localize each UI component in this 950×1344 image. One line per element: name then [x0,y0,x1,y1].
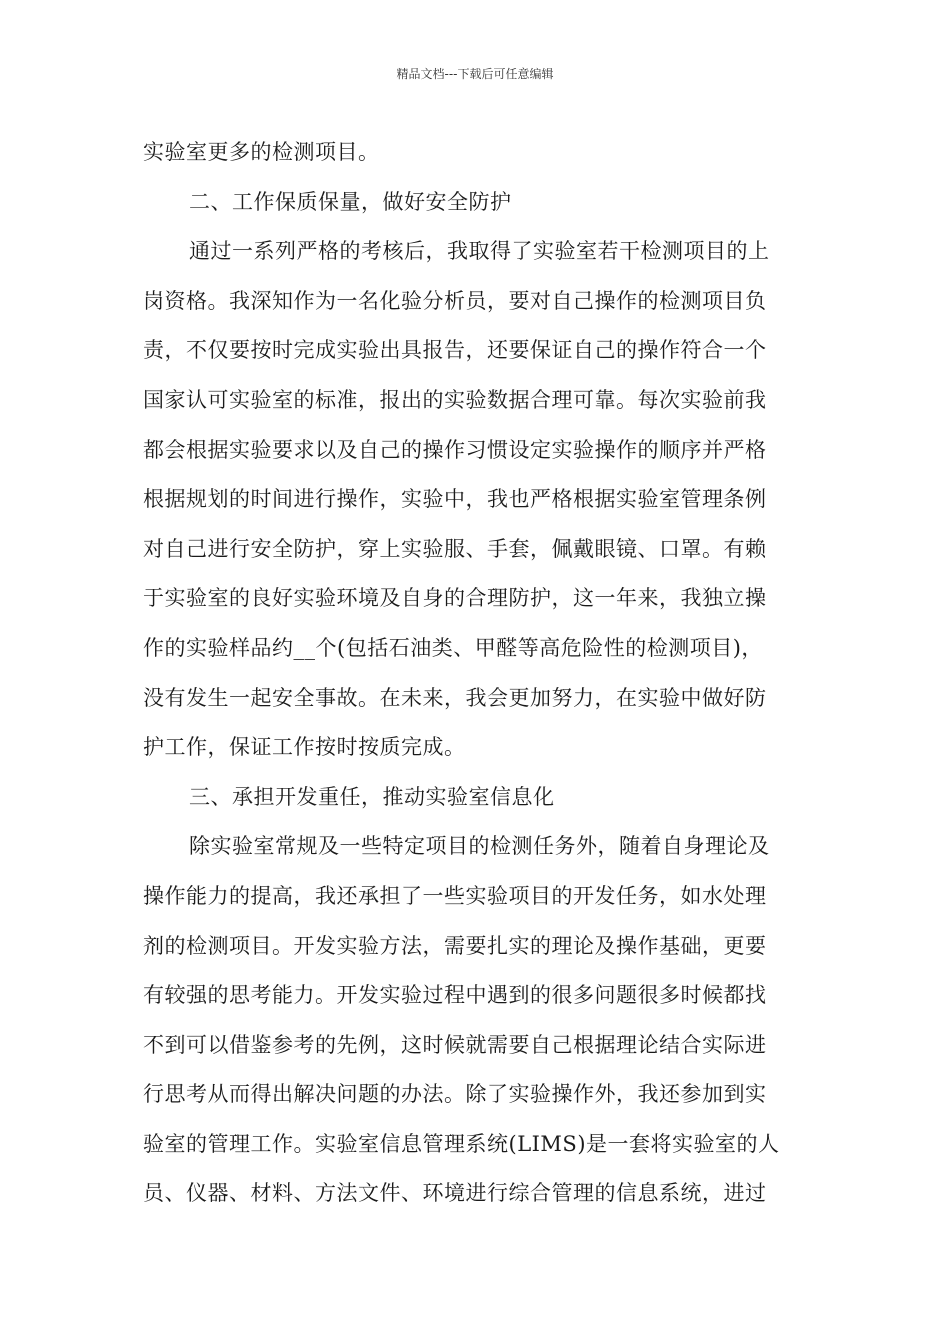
text-line: 没有发生一起安全事故。在未来，我会更加努力，在实验中做好防 [143,685,767,710]
section-heading: 三、承担开发重任，推动实验室信息化 [189,784,555,809]
text-line: 有较强的思考能力。开发实验过程中遇到的很多问题很多时候都找 [143,983,767,1008]
text-line: 不到可以借鉴参考的先例，这时候就需要自己根据理论结合实际进 [143,1032,767,1057]
text-line: 作的实验样品约__个(包括石油类、甲醛等高危险性的检测项目)， [143,635,763,660]
text-line: 除实验室常规及一些特定项目的检测任务外，随着自身理论及 [189,834,770,859]
page-header: 精品文档---下载后可任意编辑 [396,67,554,81]
text-line: 护工作，保证工作按时按质完成。 [143,735,466,760]
text-line: 验室的管理工作。实验室信息管理系统(LIMS)是一套将实验室的人 [143,1131,780,1156]
text-line: 行思考从而得出解决问题的办法。除了实验操作外，我还参加到实 [143,1082,767,1107]
text-line: 通过一系列严格的考核后，我取得了实验室若干检测项目的上 [189,239,770,264]
text-line: 岗资格。我深知作为一名化验分析员，要对自己操作的检测项目负 [143,288,767,313]
text-line: 剂的检测项目。开发实验方法，需要扎实的理论及操作基础，更要 [143,933,767,958]
text-line: 于实验室的良好实验环境及自身的合理防护，这一年来，我独立操 [143,586,767,611]
text-line: 对自己进行安全防护，穿上实验服、手套，佩戴眼镜、口罩。有赖 [143,536,767,561]
document-body [143,128,813,1219]
text-line: 实验室更多的检测项目。 [143,140,380,164]
section-heading: 二、工作保质保量，做好安全防护 [189,189,512,214]
text-line: 操作能力的提高，我还承担了一些实验项目的开发任务，如水处理 [143,883,767,908]
text-line: 根据规划的时间进行操作，实验中，我也严格根据实验室管理条例 [143,487,767,512]
text-line: 国家认可实验室的标准，报出的实验数据合理可靠。每次实验前我 [143,387,767,412]
text-line: 员、仪器、材料、方法文件、环境进行综合管理的信息系统，进过 [143,1181,767,1206]
text-line: 责，不仅要按时完成实验出具报告，还要保证自己的操作符合一个 [143,338,767,363]
text-line: 都会根据实验要求以及自己的操作习惯设定实验操作的顺序并严格 [143,437,767,462]
